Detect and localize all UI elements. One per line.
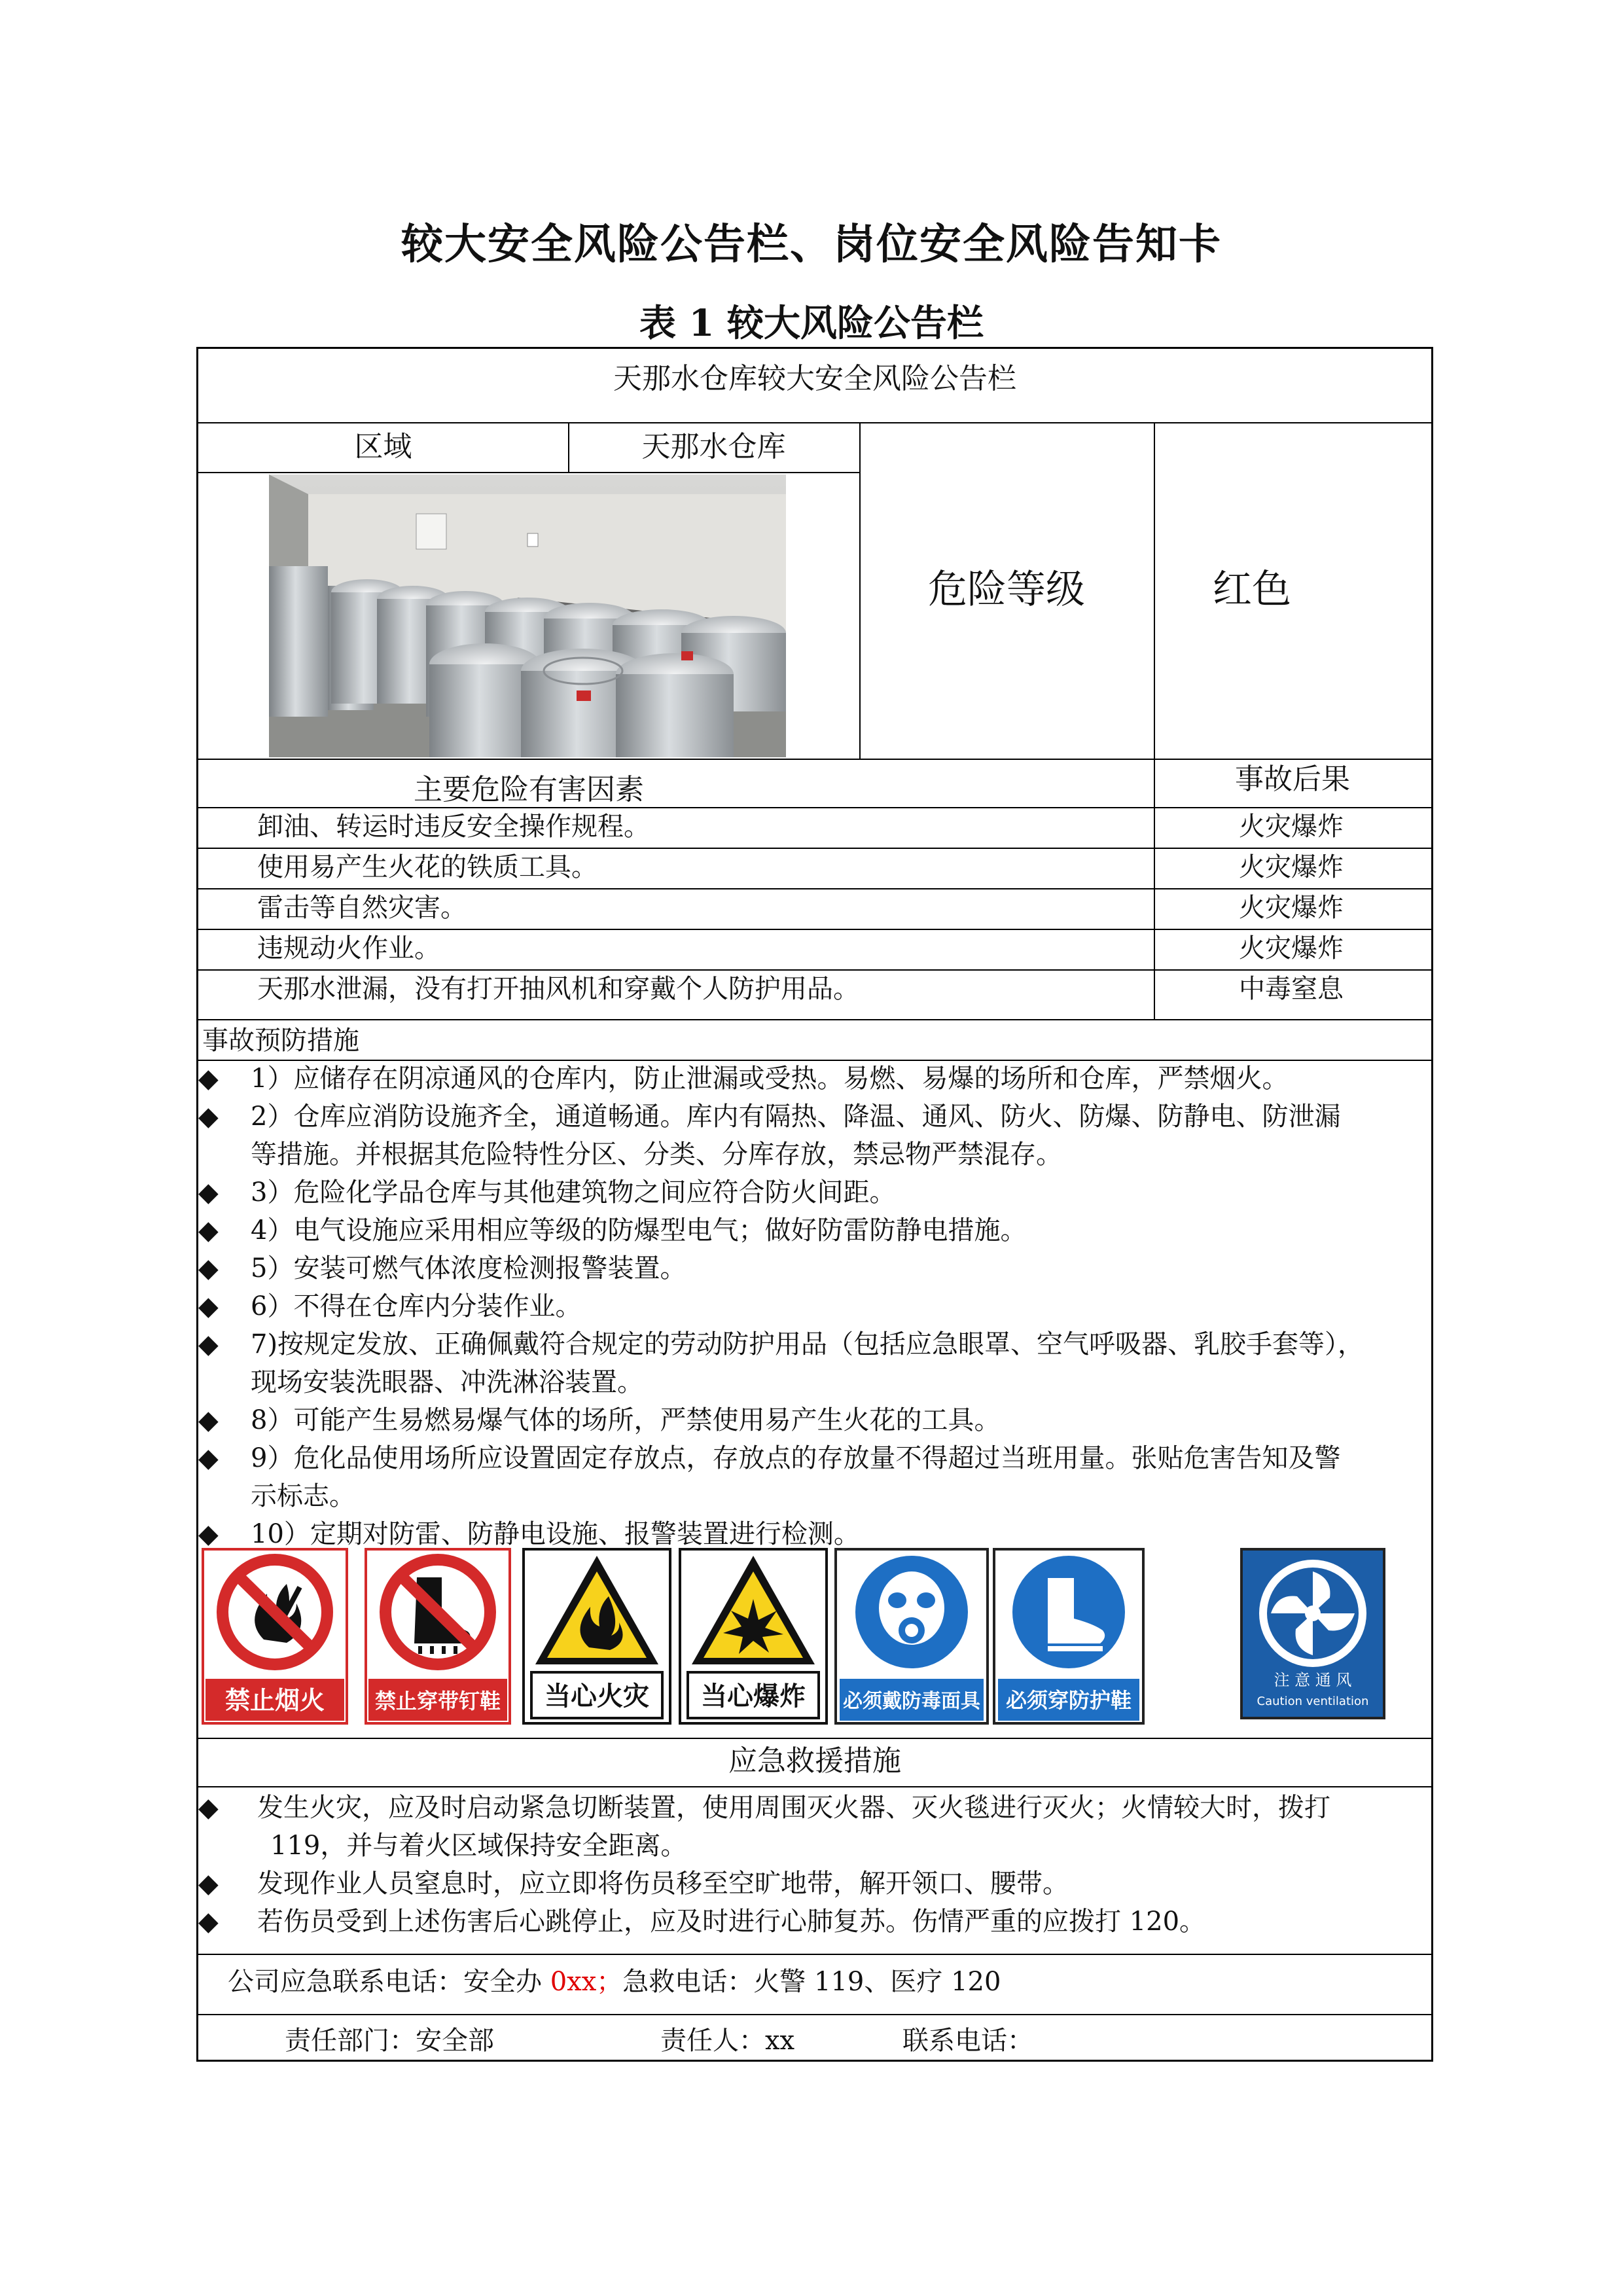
no-nail-shoes-label: 禁止穿带钉鞋: [374, 1689, 501, 1713]
gas-mask-label: 必须戴防毒面具: [843, 1690, 980, 1713]
gas-mask-sign: [834, 1548, 989, 1725]
prevention-list: [198, 1060, 1431, 1557]
prevention-item: 6）不得在仓库内分装作业。: [251, 1291, 582, 1321]
contact-phone: 联系电话：: [902, 2026, 1033, 2056]
hazard-factor: 使用易产生火花的铁质工具。: [257, 852, 597, 882]
prevention-item: 4）电气设施应采用相应等级的防爆型电气；做好防雷防静电措施。: [251, 1215, 1027, 1246]
protective-shoes-sign: [993, 1548, 1145, 1725]
bullet-diamond-icon: ◆: [198, 1519, 219, 1549]
emergency-item-cont: 119，并与着火区域保持安全距离。: [270, 1831, 687, 1861]
prevention-item: 9）危化品使用场所应设置固定存放点，存放点的存放量不得超过当班用量。张贴危害告知及警: [251, 1443, 1341, 1473]
prevention-item: 7)按规定发放、正确佩戴符合规定的劳动防护用品（包括应急眼罩、空气呼吸器、乳胶手套等），: [251, 1329, 1364, 1359]
emergency-item: 若伤员受到上述伤害后心跳停止，应及时进行心肺复苏。伤情严重的应拨打 120。: [257, 1907, 1206, 1937]
explosion-warning-label: 当心爆炸: [701, 1681, 806, 1712]
divider: [198, 472, 859, 473]
contact-prefix: 公司应急联系电话：安全办: [228, 1967, 550, 1997]
bullet-diamond-icon: ◆: [198, 1907, 219, 1937]
prevention-header: 事故预防措施: [202, 1026, 359, 1056]
prevention-item: 1）应储存在阴凉通风的仓库内，防止泄漏或受热。易燃、易爆的场所和仓库，严禁烟火。: [251, 1064, 1289, 1094]
hazard-result: 中毒窒息: [1239, 974, 1344, 1004]
contact-suffix: 急救电话：火警 119、医疗 120: [622, 1967, 1001, 1997]
bullet-diamond-icon: ◆: [198, 1177, 219, 1208]
divider: [198, 1954, 1431, 1955]
hazards-header: 主要危险有害因素: [414, 773, 644, 806]
emergency-item: 发生火灾，应及时启动紧急切断装置，使用周围灭火器、灭火毯进行灭火；火情较大时，拨打: [257, 1793, 1330, 1823]
hazard-result: 火灾爆炸: [1239, 893, 1344, 923]
prevention-item: 2）仓库应消防设施齐全，通道畅通。库内有隔热、降温、通风、防火、防爆、防静电、防泄漏: [251, 1102, 1341, 1132]
emergency-header: 应急救援措施: [728, 1744, 901, 1778]
area-value: 天那水仓库: [641, 430, 786, 463]
divider: [198, 1019, 1431, 1020]
fire-warning-sign: [522, 1548, 671, 1725]
bullet-diamond-icon: ◆: [198, 1869, 219, 1899]
prevention-item: 8）可能产生易燃易爆气体的场所，严禁使用易产生火花的工具。: [251, 1405, 1001, 1435]
ventilation-sign: [1240, 1548, 1385, 1725]
bullet-diamond-icon: ◆: [198, 1405, 219, 1435]
hazard-factor: 雷击等自然灾害。: [257, 893, 467, 923]
hazard-result: 火灾爆炸: [1239, 812, 1344, 842]
bullet-diamond-icon: ◆: [198, 1291, 219, 1321]
divider: [198, 1738, 1431, 1739]
divider: [198, 1786, 1431, 1787]
explosion-warning-sign: [679, 1548, 828, 1725]
board-header: 天那水仓库较大安全风险公告栏: [613, 362, 1016, 395]
danger-level-value: 红色: [1213, 567, 1291, 613]
emergency-contact: [228, 1963, 1001, 2001]
hazard-factor: 天那水泄漏，没有打开抽风机和穿戴个人防护用品。: [257, 974, 859, 1004]
danger-level-label: 危险等级: [928, 567, 1085, 613]
safety-office-phone: 0xx；: [550, 1967, 623, 1997]
consequence-header: 事故后果: [1235, 762, 1350, 796]
responsible-person: 责任人：xx: [660, 2026, 795, 2056]
bullet-diamond-icon: ◆: [198, 1793, 219, 1823]
prevention-item-cont: 等措施。并根据其危险特性分区、分类、分库存放，禁忌物严禁混存。: [251, 1139, 1062, 1170]
no-fire-sign: [202, 1548, 348, 1725]
document-title: 较大安全风险公告栏、岗位安全风险告知卡: [401, 221, 1222, 269]
bullet-diamond-icon: ◆: [198, 1253, 219, 1283]
table-caption: 表 1 较大风险公告栏: [639, 302, 984, 345]
risk-board: [196, 347, 1433, 2062]
hazard-factor: 卸油、转运时违反安全操作规程。: [257, 812, 650, 842]
hazard-factor: 违规动火作业。: [257, 933, 440, 963]
prevention-item-cont: 示标志。: [251, 1481, 355, 1511]
divider: [198, 2014, 1431, 2015]
bullet-diamond-icon: ◆: [198, 1215, 219, 1246]
divider: [198, 759, 1431, 760]
prevention-item: 5）安装可燃气体浓度检测报警装置。: [251, 1253, 687, 1283]
no-fire-label: 禁止烟火: [224, 1686, 325, 1715]
prevention-item: 3）危险化学品仓库与其他建筑物之间应符合防火间距。: [251, 1177, 896, 1208]
fire-warning-label: 当心火灾: [544, 1681, 649, 1712]
bullet-diamond-icon: ◆: [198, 1443, 219, 1473]
emergency-item: 发现作业人员窒息时，应立即将伤员移至空旷地带，解开领口、腰带。: [257, 1869, 1069, 1899]
prevention-item: 10）定期对防雷、防静电设施、报警装置进行检测。: [251, 1519, 860, 1549]
ventilation-label-cn: 注 意 通 风: [1274, 1671, 1352, 1689]
bullet-diamond-icon: ◆: [198, 1329, 219, 1359]
area-label: 区域: [354, 430, 412, 463]
responsible-dept: 责任部门：安全部: [285, 2026, 494, 2056]
emergency-list: [198, 1789, 1431, 1946]
no-nail-shoes-sign: [365, 1548, 511, 1725]
prevention-item-cont: 现场安装洗眼器、冲洗淋浴装置。: [251, 1367, 643, 1397]
hazard-result: 火灾爆炸: [1239, 852, 1344, 882]
hazard-result: 火灾爆炸: [1239, 933, 1344, 963]
bullet-diamond-icon: ◆: [198, 1064, 219, 1094]
warehouse-photo: [269, 475, 786, 757]
ventilation-label-en: Caution ventilation: [1257, 1695, 1369, 1708]
bullet-diamond-icon: ◆: [198, 1102, 219, 1132]
divider: [198, 422, 1431, 423]
protective-shoes-label: 必须穿防护鞋: [1005, 1688, 1132, 1713]
